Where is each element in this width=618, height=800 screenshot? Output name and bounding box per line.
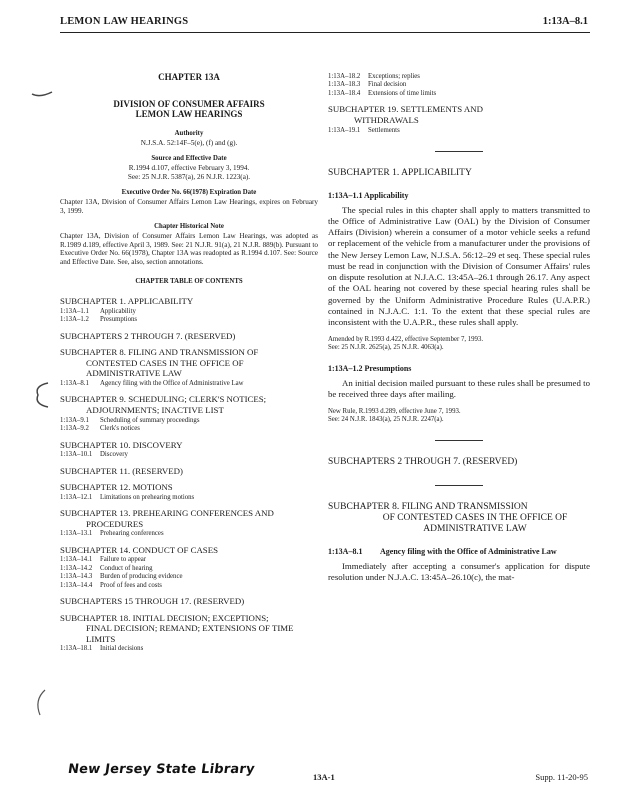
source-line: See: 25 N.J.R. 5387(a), 26 N.J.R. 1223(a). — [127, 172, 251, 181]
subchapter-2-7-heading: SUBCHAPTERS 2 THROUGH 7. (RESERVED) — [328, 457, 518, 468]
subchapter-title-cont: OF CONTESTED CASES IN THE OFFICE OF ADMINISTRATIVE LAW — [382, 512, 568, 535]
toc-section-entry[interactable] — [328, 73, 590, 81]
toc-section-title: Failure to appear — [100, 556, 147, 564]
toc-subchapter-title: SUBCHAPTER 18. INITIAL DECISION; EXCEPTIONS; — [60, 612, 269, 623]
toc-section-title: Scheduling of summary proceedings — [100, 416, 200, 424]
toc-continuation — [328, 73, 590, 98]
toc-section-entry[interactable] — [328, 90, 590, 98]
toc-section-list — [60, 556, 318, 590]
amendment-note — [328, 336, 590, 352]
section-heading: 1:13A–1.2 Presumptions — [328, 364, 412, 374]
table-of-contents-heading: CHAPTER TABLE OF CONTENTS — [135, 278, 243, 286]
toc-subchapter-19 — [328, 104, 590, 125]
section-title: Agency filing with the Office of Administrative Law — [380, 547, 557, 557]
toc-section-title: Applicability — [100, 307, 136, 315]
toc-section-entry[interactable] — [60, 451, 318, 459]
section-heading: 1:13A–1.1 Applicability — [328, 191, 409, 201]
toc-section-title: Clerk's notices — [100, 425, 140, 433]
header-rule — [60, 32, 590, 33]
toc-section-number: 1:13A–18.1 — [60, 645, 93, 653]
toc-subchapter-title: SUBCHAPTER 14. CONDUCT OF CASES — [60, 544, 218, 555]
toc-section-entry[interactable] — [60, 556, 318, 564]
toc-subchapter-title: SUBCHAPTER 13. PREHEARING CONFERENCES AND — [60, 508, 274, 519]
toc-section-number: 1:13A–19.1 — [328, 126, 361, 134]
toc-section-number: 1:13A–18.4 — [328, 89, 361, 97]
supplement-date: Supp. 11-20-95 — [535, 772, 588, 782]
toc-section-number: 1:13A–12.1 — [60, 493, 93, 501]
section-divider — [435, 151, 483, 152]
toc-subchapter-title-cont: WITHDRAWALS — [354, 115, 419, 125]
toc-section-title: Settlements — [368, 126, 400, 134]
toc-section-number: 1:13A–14.1 — [60, 556, 93, 564]
toc-section-entry[interactable] — [60, 494, 318, 502]
toc-subchapter[interactable] — [60, 347, 318, 379]
toc-section-list — [60, 308, 318, 325]
toc-subchapter-title-cont: PROCEDURES — [86, 518, 144, 529]
amendment-line: Amended by R.1993 d.422, effective September 7, 1993. — [328, 336, 484, 344]
toc-section-entry[interactable] — [60, 530, 318, 538]
toc-subchapter-title: SUBCHAPTER 9. SCHEDULING; CLERK'S NOTICES; — [60, 394, 267, 405]
amendment-see: See: 24 N.J.R. 1843(a), 25 N.J.R. 2247(a). — [328, 416, 444, 424]
section-divider — [435, 485, 483, 486]
toc-section-list — [60, 530, 318, 538]
toc-subchapter-title: SUBCHAPTERS 15 THROUGH 17. (RESERVED) — [60, 596, 245, 607]
margin-mark-1 — [30, 86, 54, 100]
authority-text: N.J.S.A. 52:14F–5(e), (f) and (g). — [140, 138, 238, 147]
toc-section-title: Prehearing conferences — [100, 530, 164, 538]
toc-section-title: Agency filing with the Office of Administrative Law — [100, 379, 244, 387]
toc-subchapter-title-cont: ADJOURNMENTS; INACTIVE LIST — [86, 405, 224, 415]
toc-section-entry[interactable] — [60, 582, 318, 590]
subchapter-title: SUBCHAPTER 8. FILING AND TRANSMISSION — [328, 501, 528, 512]
toc-subchapter-title: SUBCHAPTER 11. (RESERVED) — [60, 465, 183, 476]
chapter-title-line: LEMON LAW HEARINGS — [135, 109, 243, 120]
toc-section-entry[interactable] — [60, 316, 318, 324]
toc-subchapter[interactable] — [60, 545, 318, 556]
toc-subchapter[interactable] — [60, 296, 318, 307]
executive-order-text: Chapter 13A, Division of Consumer Affairs Lemon Law Hearings, expires on February 3, 1999. — [60, 198, 318, 215]
table-of-contents — [60, 296, 318, 654]
toc-section-title: Exceptions; replies — [368, 73, 420, 80]
toc-subchapter[interactable] — [60, 466, 318, 477]
margin-mark-3 — [30, 688, 50, 718]
amendment-note — [328, 408, 590, 424]
toc-subchapter[interactable] — [60, 331, 318, 342]
toc-section-title: Presumptions — [100, 316, 138, 324]
toc-section-number: 1:13A–18.2 — [328, 73, 361, 80]
chapter-title-line: DIVISION OF CONSUMER AFFAIRS — [113, 98, 265, 109]
toc-section-number: 1:13A–8.1 — [60, 379, 89, 387]
source-line: R.1994 d.107, effective February 3, 1994. — [128, 164, 250, 173]
authority-heading: Authority — [174, 129, 204, 137]
toc-section-title: Extensions of time limits — [368, 89, 437, 97]
toc-section-entry[interactable] — [60, 425, 318, 433]
toc-subchapter-title: SUBCHAPTER 19. SETTLEMENTS AND — [328, 104, 483, 115]
chapter-title — [60, 99, 318, 120]
toc-section-number: 1:13A–13.1 — [60, 530, 93, 538]
toc-section-list — [60, 494, 318, 502]
toc-section-list — [60, 451, 318, 459]
running-header-title: LEMON LAW HEARINGS — [60, 16, 189, 27]
toc-subchapter-title: SUBCHAPTER 10. DISCOVERY — [60, 439, 183, 450]
toc-subchapter[interactable] — [60, 394, 318, 415]
executive-order-heading: Executive Order No. 66(1978) Expiration Date — [121, 189, 257, 197]
toc-subchapter[interactable] — [60, 508, 318, 529]
toc-section-number: 1:13A–10.1 — [60, 451, 93, 459]
toc-section-entry[interactable] — [60, 380, 318, 388]
toc-section-title: Burden of producing evidence — [100, 573, 183, 581]
toc-section-entry[interactable] — [60, 417, 318, 425]
toc-section-list — [60, 380, 318, 388]
page-number: 13A-1 — [313, 772, 335, 782]
toc-section-entry[interactable] — [328, 127, 590, 135]
toc-subchapter[interactable] — [60, 440, 318, 451]
toc-section-list — [60, 645, 318, 653]
toc-section-number: 1:13A–14.4 — [60, 581, 93, 589]
toc-section-number: 1:13A–9.2 — [60, 425, 89, 433]
section-divider — [435, 440, 483, 441]
left-column — [60, 72, 318, 654]
toc-section-list — [60, 417, 318, 434]
historical-note-heading: Chapter Historical Note — [154, 223, 224, 231]
chapter-number: CHAPTER 13A — [158, 72, 220, 82]
toc-subchapter-title: SUBCHAPTER 12. MOTIONS — [60, 482, 173, 493]
subchapter-1-heading: SUBCHAPTER 1. APPLICABILITY — [328, 168, 472, 179]
toc-subchapter-title: SUBCHAPTERS 2 THROUGH 7. (RESERVED) — [60, 330, 236, 341]
section-body: An initial decision mailed pursuant to these rules shall be presumed to be received three days after mailing. — [328, 377, 590, 400]
toc-section-number: 1:13A–18.3 — [328, 81, 361, 89]
toc-section-entry[interactable] — [328, 81, 590, 89]
toc-section-number: 1:13A–14.3 — [60, 573, 93, 581]
source-text — [60, 164, 318, 181]
amendment-line: New Rule, R.1993 d.289, effective June 7, 1993. — [328, 408, 461, 416]
source-heading: Source and Effective Date — [151, 155, 227, 163]
toc-subchapter-19-items — [328, 127, 590, 135]
library-stamp: New Jersey State Library — [66, 762, 256, 777]
toc-subchapter[interactable] — [60, 482, 318, 493]
toc-section-number: 1:13A–1.2 — [60, 316, 89, 324]
toc-section-title: Proof of fees and costs — [100, 581, 162, 589]
toc-subchapter-title: SUBCHAPTER 1. APPLICABILITY — [60, 296, 194, 307]
toc-subchapter-title-cont: CONTESTED CASES IN THE OFFICE OF ADMINISTRATIVE LAW — [86, 357, 244, 379]
toc-section-number: 1:13A–1.1 — [60, 307, 89, 315]
toc-section-title: Limitations on prehearing motions — [100, 493, 195, 501]
toc-subchapter[interactable] — [60, 596, 318, 607]
amendment-see: See: 25 N.J.R. 2625(a), 25 N.J.R. 4063(a). — [328, 344, 444, 352]
toc-section-title: Discovery — [100, 451, 128, 459]
right-column — [328, 72, 590, 583]
toc-section-entry[interactable] — [60, 308, 318, 316]
toc-section-title: Conduct of hearing — [100, 564, 153, 572]
toc-section-number: 1:13A–9.1 — [60, 416, 89, 424]
toc-section-entry[interactable] — [60, 565, 318, 573]
toc-section-entry[interactable] — [60, 573, 318, 581]
section-body: The special rules in this chapter shall apply to matters transmitted to the Office of Administrative Law (OAL) by the Division of Consumer Affairs (Division) wherein a consumer of a motor vehicle seeks a refund or replacement of the vehicle from a manufacturer under the provisions of the New Jersey Lemon Law, N.J.S.A. 56:12–29 et seq. These special rules must be read in conjunction with the Division of Consumer Affairs' rules on dispute resolution at N.J.A.C. 13:45A–26.1 through 26.17. Any aspect of the OAL hearing not covered by these special hearing rules shall be governed by the Uniform Administrative Procedure Rules (U.A.P.R.) contained in N.J.A.C. 1:1. To the extent that these special rules are inconsistent with the U.A.P.R., these rules shall apply. — [328, 204, 590, 328]
running-header-section: 1:13A–8.1 — [542, 16, 588, 27]
margin-mark-2 — [28, 380, 52, 410]
section-heading — [328, 547, 590, 556]
toc-section-title: Initial decisions — [100, 645, 144, 653]
subchapter-8-heading — [328, 502, 590, 536]
toc-section-entry[interactable] — [60, 645, 318, 653]
toc-section-number: 1:13A–14.2 — [60, 564, 93, 572]
toc-section-title: Final decision — [368, 81, 407, 89]
historical-note-text: Chapter 13A, Division of Consumer Affairs Lemon Law Hearings, was adopted as R.1989 d.189, effective April 3, 1989. See: 21 N.J.R. 91(a), 21 N.J.R. 889(b). Pursuant to Executive Order No. 66(1978), Chapter 13A was readopted as R.1994 d.107. See: Source and Effective Date. See, also, section annotations. — [60, 232, 318, 266]
section-body: Immediately after accepting a consumer's application for dispute resolution under N.J.A.C. 13:45A–26.10(c), the mat- — [328, 560, 590, 582]
toc-subchapter-title-cont: FINAL DECISION; REMAND; EXTENSIONS OF TIME LIMITS — [86, 623, 294, 644]
toc-subchapter[interactable] — [60, 613, 318, 645]
section-number: 1:13A–8.1 — [328, 547, 363, 557]
toc-subchapter-title: SUBCHAPTER 8. FILING AND TRANSMISSION OF — [60, 347, 259, 358]
